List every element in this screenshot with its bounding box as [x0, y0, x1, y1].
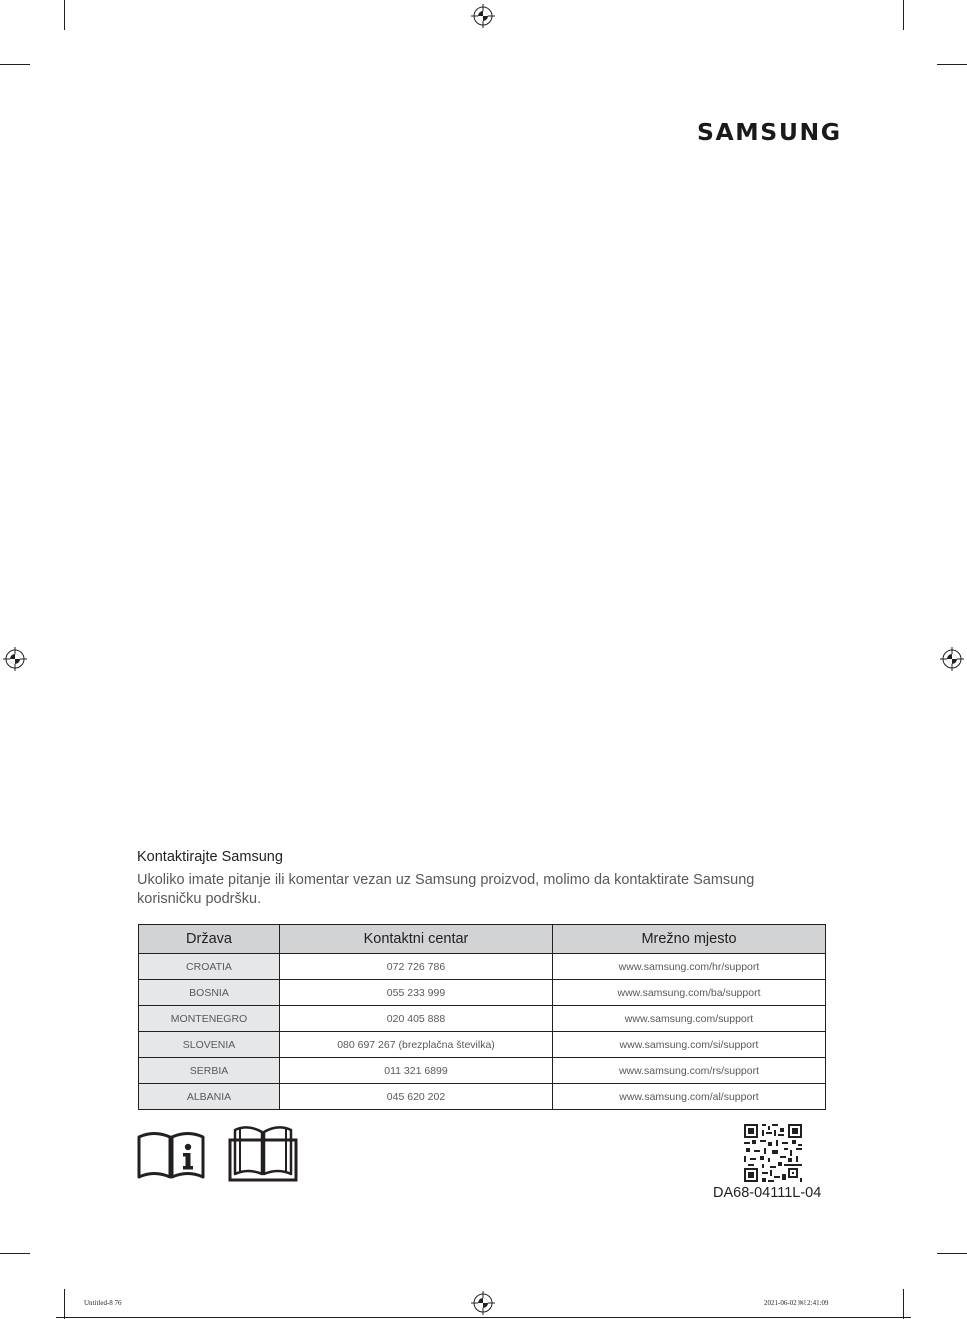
phone-cell: 011 321 6899: [280, 1058, 553, 1084]
print-datetime-label: 2021-06-02 ￼ 2:41:09: [764, 1299, 829, 1307]
country-cell: ALBANIA: [139, 1084, 280, 1110]
print-file-label: Untitled-8 76: [84, 1299, 122, 1307]
crop-mark: [937, 64, 967, 65]
country-cell: SERBIA: [139, 1058, 280, 1084]
header-country: Država: [139, 925, 280, 954]
table-row: [139, 1032, 826, 1058]
contact-paragraph: Ukoliko imate pitanje ili komentar vezan uz Samsung proizvod, molimo da kontaktirate Samsung korisničku podršku.: [137, 872, 755, 907]
website-link[interactable]: www.samsung.com/hr/support: [553, 954, 826, 980]
registration-mark-icon: [471, 4, 495, 28]
crop-mark: [937, 1253, 967, 1254]
registration-mark-icon: [471, 1291, 495, 1315]
samsung-logo: SAMSUNG: [697, 118, 842, 146]
table-row: [139, 1058, 826, 1084]
website-link[interactable]: www.samsung.com/al/support: [553, 1084, 826, 1110]
country-cell: BOSNIA: [139, 980, 280, 1006]
phone-cell: 020 405 888: [280, 1006, 553, 1032]
crop-mark: [0, 64, 30, 65]
table-header-row: [139, 925, 826, 954]
table-row: [139, 954, 826, 980]
qr-code-icon: [744, 1124, 802, 1182]
website-link[interactable]: www.samsung.com/ba/support: [553, 980, 826, 1006]
phone-cell: 072 726 786: [280, 954, 553, 980]
country-cell: SLOVENIA: [139, 1032, 280, 1058]
country-cell: CROATIA: [139, 954, 280, 980]
website-link[interactable]: www.samsung.com/rs/support: [553, 1058, 826, 1084]
header-website: Mrežno mjesto: [553, 925, 826, 954]
manual-info-icon: [137, 1129, 205, 1181]
website-link[interactable]: www.samsung.com/si/support: [553, 1032, 826, 1058]
header-contact-center: Kontaktni centar: [280, 925, 553, 954]
table-row: [139, 1006, 826, 1032]
table-row: [139, 1084, 826, 1110]
document-code: DA68-04111L-04: [713, 1185, 822, 1201]
phone-cell: 045 620 202: [280, 1084, 553, 1110]
crop-mark: [903, 0, 904, 30]
country-cell: MONTENEGRO: [139, 1006, 280, 1032]
crop-mark: [64, 1289, 65, 1319]
open-book-icon: [228, 1122, 298, 1182]
crop-mark: [0, 1253, 30, 1254]
table-row: [139, 980, 826, 1006]
registration-mark-icon: [3, 647, 27, 671]
website-link[interactable]: www.samsung.com/support: [553, 1006, 826, 1032]
phone-cell: 080 697 267 (brezplačna številka): [280, 1032, 553, 1058]
contact-title: Kontaktirajte Samsung: [137, 849, 283, 865]
registration-mark-icon: [940, 647, 964, 671]
crop-mark: [64, 0, 65, 30]
crop-mark: [903, 1289, 904, 1319]
slug-line: [56, 1317, 911, 1318]
support-contact-table: [138, 924, 826, 1110]
phone-cell: 055 233 999: [280, 980, 553, 1006]
